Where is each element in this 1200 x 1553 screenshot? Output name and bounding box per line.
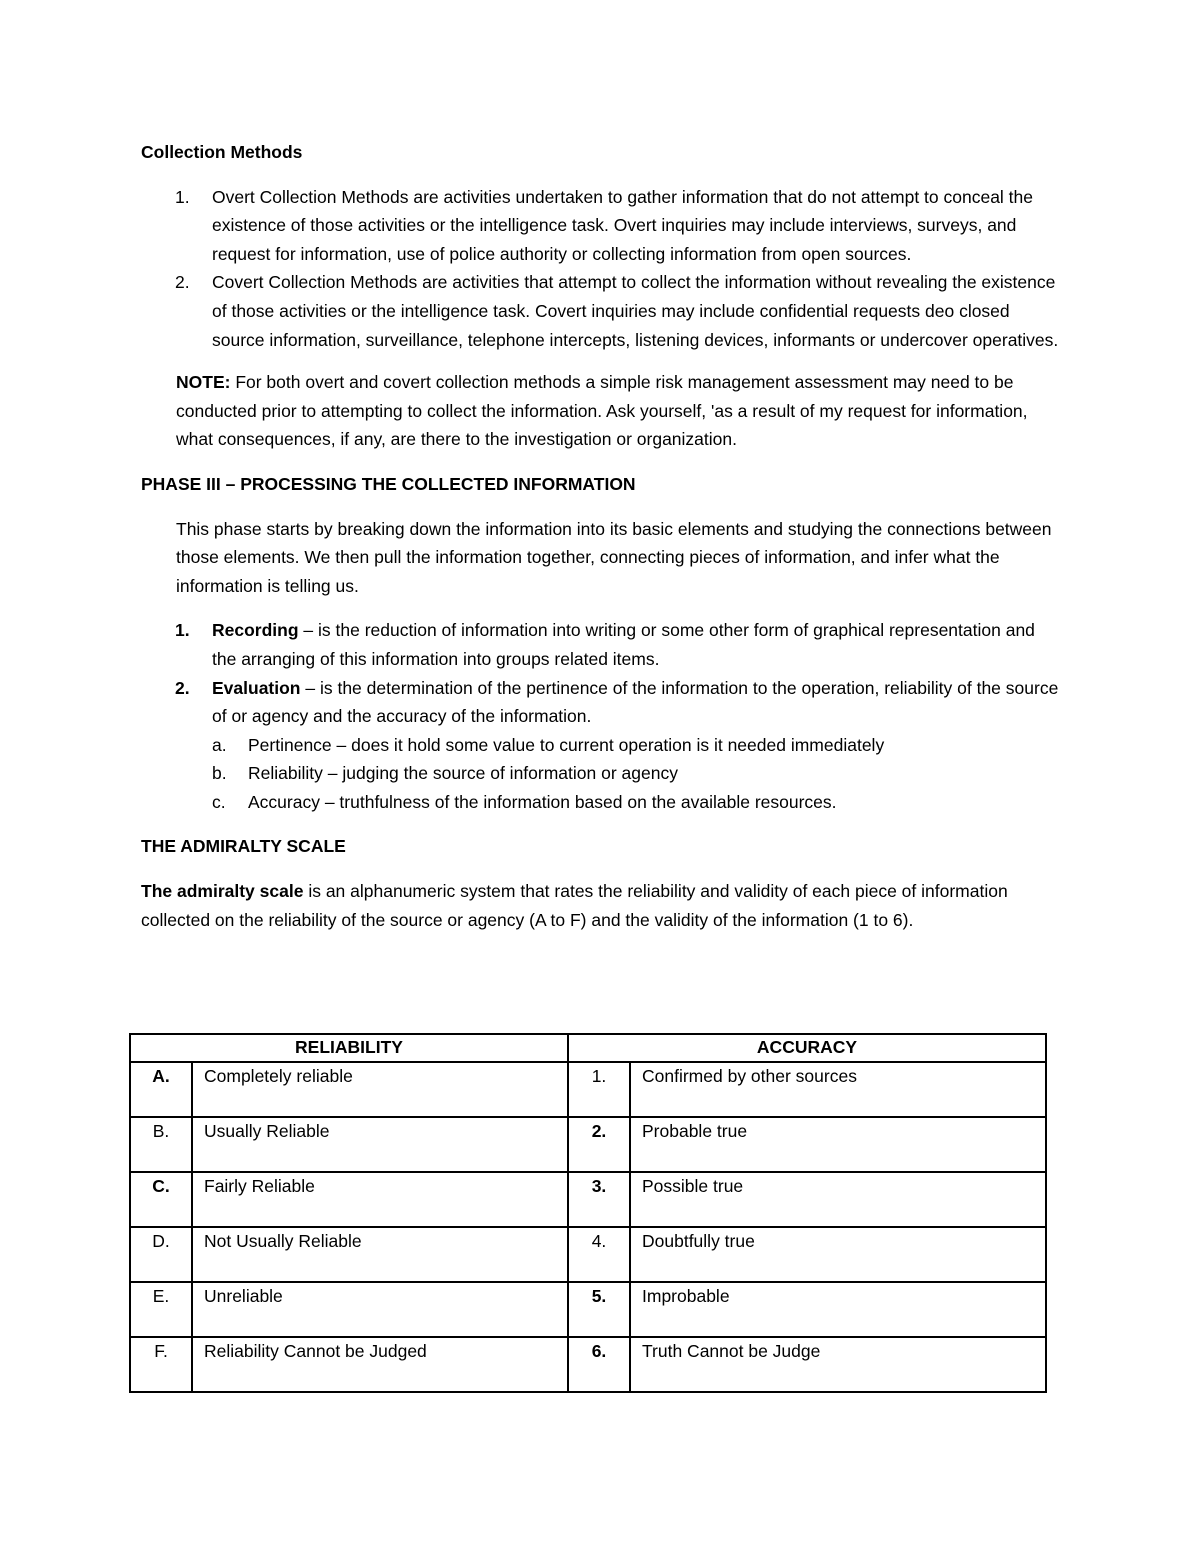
accuracy-desc: Doubtfully true xyxy=(630,1227,1046,1282)
sublist-text: Reliability – judging the source of information or agency xyxy=(248,763,678,784)
table-row xyxy=(130,1282,1046,1337)
table-row xyxy=(130,1227,1046,1282)
list-item-text: – is the reduction of information into writing or some other form of graphical representation and the arranging of this information into groups related items. xyxy=(212,620,1035,669)
sublist-letter: c. xyxy=(212,791,226,812)
evaluation-sublist xyxy=(212,731,1061,817)
table-row xyxy=(130,1062,1046,1117)
list-item-text: Overt Collection Methods are activities undertaken to gather information that do not attempt to conceal the existence of those activities or the intelligence task. Overt inquiries may include interviews, surveys, and request for information, use of police authority or collecting information from open sources. xyxy=(212,186,1034,264)
collection-methods-heading: Collection Methods xyxy=(141,142,303,162)
reliability-desc: Usually Reliable xyxy=(192,1117,568,1172)
accuracy-desc: Possible true xyxy=(630,1172,1046,1227)
accuracy-key: 3. xyxy=(568,1172,630,1227)
accuracy-key: 5. xyxy=(568,1282,630,1337)
sublist-text: Accuracy – truthfulness of the information based on the available resources. xyxy=(248,791,837,812)
accuracy-key: 4. xyxy=(568,1227,630,1282)
collection-methods-list xyxy=(141,183,1061,355)
list-number: 2. xyxy=(175,272,190,293)
table-row xyxy=(130,1337,1046,1392)
phase3-heading: PHASE III – PROCESSING THE COLLECTED INFORMATION xyxy=(141,473,636,494)
table-row xyxy=(130,1172,1046,1227)
list-item xyxy=(141,268,1061,354)
reliability-desc: Unreliable xyxy=(192,1282,568,1337)
accuracy-desc: Probable true xyxy=(630,1117,1046,1172)
phase3-list xyxy=(141,616,1061,816)
list-item xyxy=(141,616,1061,673)
admiralty-intro-text: is an alphanumeric system that rates the reliability and validity of each piece of information collected on the reliability of the source or agency (A to F) and the validity of the information (1 to 6). xyxy=(141,881,1008,930)
table-row xyxy=(130,1117,1046,1172)
reliability-desc: Completely reliable xyxy=(192,1062,568,1117)
list-item xyxy=(141,674,1061,817)
reliability-desc: Reliability Cannot be Judged xyxy=(192,1337,568,1392)
reliability-key: C. xyxy=(130,1172,192,1227)
accuracy-desc: Truth Cannot be Judge xyxy=(630,1337,1046,1392)
note-label: NOTE: xyxy=(176,372,231,393)
list-number: 1. xyxy=(175,620,190,641)
phase3-intro: This phase starts by breaking down the information into its basic elements and studying the connections between those elements. We then pull the information together, connecting pieces of information, and infer what the information is telling us. xyxy=(176,518,1052,596)
sublist-letter: a. xyxy=(212,734,227,755)
accuracy-key: 2. xyxy=(568,1117,630,1172)
sublist-item xyxy=(212,731,1061,760)
note-paragraph xyxy=(141,368,1061,454)
accuracy-key: 1. xyxy=(568,1062,630,1117)
accuracy-header: ACCURACY xyxy=(568,1034,1046,1062)
reliability-desc: Fairly Reliable xyxy=(192,1172,568,1227)
admiralty-scale-table xyxy=(129,1033,1047,1393)
reliability-key: D. xyxy=(130,1227,192,1282)
document-body xyxy=(141,138,1061,934)
list-item xyxy=(141,183,1061,269)
sublist-letter: b. xyxy=(212,763,227,784)
reliability-key: F. xyxy=(130,1337,192,1392)
reliability-header: RELIABILITY xyxy=(130,1034,568,1062)
list-item-text: Covert Collection Methods are activities that attempt to collect the information without revealing the existence of those activities or the intelligence task. Covert inquiries may include confidential requests deo closed source information, surveillance, telephone intercepts, listening devices, informants or undercover operatives. xyxy=(212,272,1059,350)
list-item-term: Recording xyxy=(212,620,299,641)
admiralty-intro-term: The admiralty scale xyxy=(141,881,304,902)
list-number: 1. xyxy=(175,186,190,207)
list-number: 2. xyxy=(175,677,190,698)
list-item-term: Evaluation xyxy=(212,677,301,698)
note-text: For both overt and covert collection methods a simple risk management assessment may need to be conducted prior to attempting to collect the information. Ask yourself, 'as a result of my request for information, what consequences, if any, are there to the investigation or organization. xyxy=(176,372,1028,450)
sublist-item xyxy=(212,788,1061,817)
accuracy-desc: Improbable xyxy=(630,1282,1046,1337)
table-header-row xyxy=(130,1034,1046,1062)
accuracy-key: 6. xyxy=(568,1337,630,1392)
reliability-key: E. xyxy=(130,1282,192,1337)
sublist-text: Pertinence – does it hold some value to current operation is it needed immediately xyxy=(248,734,885,755)
admiralty-intro xyxy=(141,877,1061,934)
sublist-item xyxy=(212,759,1061,788)
list-item-text: – is the determination of the pertinence of the information to the operation, reliability of the source of or agency and the accuracy of the information. xyxy=(212,677,1059,727)
accuracy-desc: Confirmed by other sources xyxy=(630,1062,1046,1117)
admiralty-heading: THE ADMIRALTY SCALE xyxy=(141,836,346,857)
reliability-desc: Not Usually Reliable xyxy=(192,1227,568,1282)
reliability-key: B. xyxy=(130,1117,192,1172)
reliability-key: A. xyxy=(130,1062,192,1117)
